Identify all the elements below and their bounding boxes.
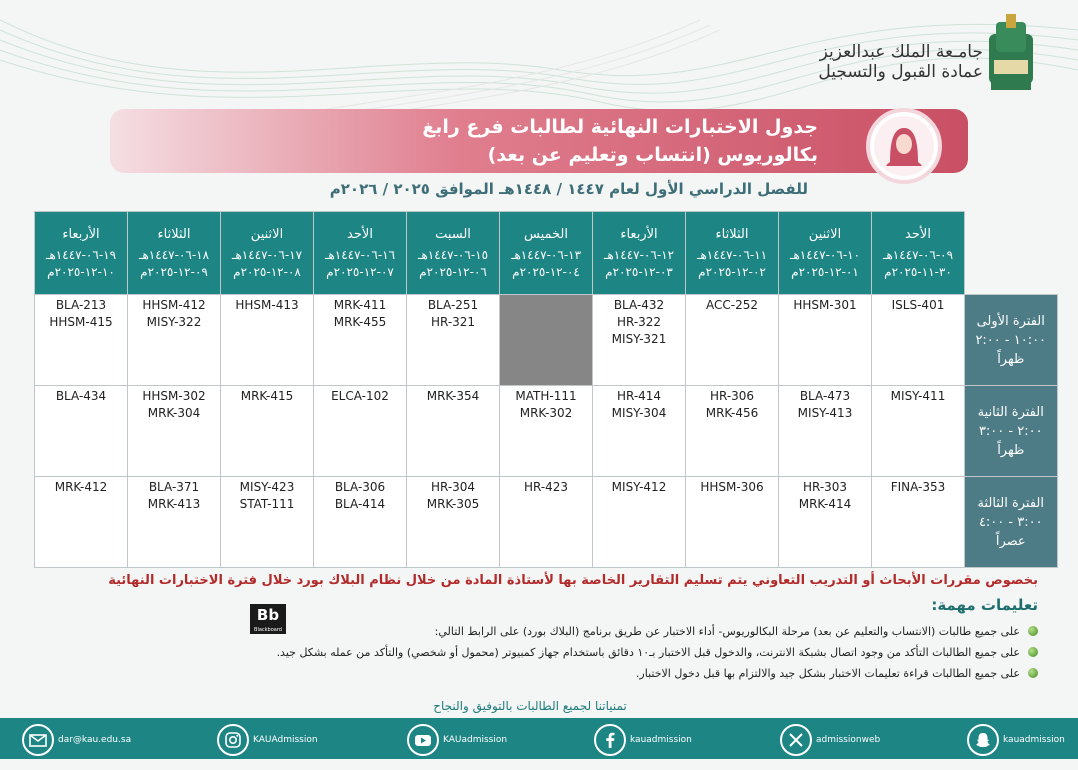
exam-cell	[872, 295, 965, 386]
period-name: الفترة الثالثة	[977, 495, 1044, 511]
course-code: MATH-111	[515, 389, 577, 403]
day-name: الاثنين	[250, 226, 284, 242]
hijri-date: ١٦-٠٦-١٤٤٧هـ	[324, 247, 396, 262]
x-icon	[780, 724, 812, 756]
day-header	[35, 212, 128, 295]
day-name: السبت	[435, 226, 471, 242]
day-name: الاثنين	[808, 226, 842, 242]
day-header	[872, 212, 965, 295]
day-header	[128, 212, 221, 295]
period-name: الفترة الثانية	[977, 404, 1044, 420]
course-code: MRK-456	[705, 406, 759, 420]
exam-cell	[35, 386, 128, 477]
gregorian-date: ٠٨-١٢-٢٠٢٥م	[233, 264, 301, 279]
period-row	[35, 477, 1058, 568]
course-code: MRK-412	[54, 480, 108, 494]
course-code: BLA-306	[334, 480, 386, 494]
course-code: BLA-473	[799, 389, 851, 403]
exam-cell	[407, 386, 500, 477]
exam-cell	[221, 477, 314, 568]
corner-cell	[965, 212, 1058, 295]
gregorian-date: ٣٠-١١-٢٠٢٥م	[884, 264, 952, 279]
snapchat-icon	[967, 724, 999, 756]
course-code: ELCA-102	[331, 389, 389, 403]
university-name	[818, 42, 983, 82]
closing-wish: تمنياتنا لجميع الطالبات بالتوفيق والنجاح	[433, 699, 627, 713]
research-note: بخصوص مقررات الأبحاث أو التدريب التعاوني يتم تسليم التقارير الخاصة بها لأستاذة المادة من خلال نظام البلاك بورد خلال فترة الاختبارات النهائية	[108, 573, 1038, 588]
day-header	[221, 212, 314, 295]
exam-cell	[686, 477, 779, 568]
email-icon	[22, 724, 54, 756]
course-code: HHSM-306	[700, 480, 764, 494]
day-header	[314, 212, 407, 295]
course-code: BLA-213	[55, 298, 107, 312]
exam-cell	[221, 386, 314, 477]
exam-cell	[593, 386, 686, 477]
course-code: MISY-304	[611, 406, 667, 420]
course-code: MRK-411	[333, 298, 387, 312]
course-code: HHSM-415	[49, 315, 113, 329]
gregorian-date: ٠١-١٢-٢٠٢٥م	[791, 264, 859, 279]
title-line-2: بكالوريوس (انتساب وتعليم عن بعد)	[487, 144, 818, 166]
course-code: HR-322	[616, 315, 662, 329]
course-code: MRK-414	[798, 497, 852, 511]
hijri-date: ١٥-٠٦-١٤٤٧هـ	[417, 247, 489, 262]
exam-cell	[593, 477, 686, 568]
hijri-date: ١١-٠٦-١٤٤٧هـ	[696, 247, 768, 262]
exam-cell	[407, 295, 500, 386]
course-code: BLA-414	[334, 497, 386, 511]
exam-cell	[779, 295, 872, 386]
exam-cell	[500, 477, 593, 568]
day-name: الخميس	[524, 226, 568, 242]
period-header	[965, 295, 1058, 386]
course-code: HHSM-302	[142, 389, 206, 403]
instructions-list	[78, 621, 1038, 684]
footer-x-link[interactable]	[780, 722, 940, 758]
exam-cell	[872, 386, 965, 477]
exam-cell	[314, 295, 407, 386]
course-code: ISLS-401	[891, 298, 945, 312]
hijri-date: ١٩-٠٦-١٤٤٧هـ	[45, 247, 117, 262]
period-time: ٣:٠٠ - ٤:٠٠	[978, 514, 1043, 530]
footer-label: KAUadmission	[443, 735, 508, 745]
course-code: MISY-423	[239, 480, 295, 494]
gregorian-date: ٠٣-١٢-٢٠٢٥م	[605, 264, 673, 279]
blackboard-logo-text: Bb	[256, 606, 280, 624]
exam-cell	[593, 295, 686, 386]
day-name: الأحد	[905, 226, 931, 242]
exam-cell	[872, 477, 965, 568]
period-time: ٢:٠٠ - ٣:٠٠	[978, 423, 1043, 439]
instruction-text: على جميع الطالبات قراءة تعليمات الاختبار بشكل جيد والالتزام بها قبل دخول الاختبار.	[635, 667, 1020, 680]
instruction-text: على جميع طالبات (الانتساب والتعليم عن بعد) مرحلة البكالوريوس- أداء الاختبار عن طريق برنامج (البلاك بورد) على الرابط التالي:	[434, 625, 1020, 638]
day-header	[407, 212, 500, 295]
footer-label: kauadmission	[630, 735, 692, 745]
university-logo-icon	[986, 14, 1036, 92]
instruction-text: على جميع الطالبات التأكد من وجود اتصال بشبكة الانترنت، والدخول قبل الاختبار بـ١٠ دقائق باستخدام جهاز كمبيوتر (محمول أو شخصي) والتأكد من عمله بشكل جيد.	[276, 646, 1020, 659]
exam-cell	[314, 386, 407, 477]
course-code: MISY-413	[797, 406, 853, 420]
footer-label: admissionweb	[816, 735, 881, 745]
course-code: MRK-354	[426, 389, 480, 403]
page-title	[258, 113, 818, 169]
course-code: MRK-455	[333, 315, 387, 329]
list-item	[78, 642, 1038, 663]
course-code: MRK-304	[147, 406, 201, 420]
exam-cell	[221, 295, 314, 386]
exam-cell	[500, 386, 593, 477]
semester-subtitle: للفصل الدراسي الأول لعام ١٤٤٧ / ١٤٤٨هـ الموافق ٢٠٢٥ / ٢٠٢٦م	[329, 180, 808, 198]
gregorian-date: ١٠-١٢-٢٠٢٥م	[47, 264, 115, 279]
course-code: HR-414	[616, 389, 662, 403]
day-header	[500, 212, 593, 295]
course-code: HR-321	[430, 315, 476, 329]
footer-instagram-link[interactable]	[217, 722, 377, 758]
course-code: MISY-321	[611, 332, 667, 346]
day-name: الثلاثاء	[157, 226, 191, 242]
course-code: HHSM-413	[235, 298, 299, 312]
footer-label: KAUAdmission	[253, 735, 318, 745]
course-code: MISY-322	[146, 315, 202, 329]
course-code: ACC-252	[706, 298, 758, 312]
course-code: MRK-305	[426, 497, 480, 511]
course-code: HR-306	[709, 389, 755, 403]
hijri-date: ١٢-٠٦-١٤٤٧هـ	[603, 247, 675, 262]
gregorian-date: ٠٤-١٢-٢٠٢٥م	[512, 264, 580, 279]
course-code: MRK-302	[519, 406, 573, 420]
facebook-icon	[594, 724, 626, 756]
hijri-date: ١٣-٠٦-١٤٤٧هـ	[510, 247, 582, 262]
course-code: HHSM-301	[793, 298, 857, 312]
exam-cell	[779, 386, 872, 477]
hijri-date: ١٧-٠٦-١٤٤٧هـ	[231, 247, 303, 262]
course-code: MISY-412	[611, 480, 667, 494]
exam-cell	[686, 295, 779, 386]
course-code: BLA-434	[55, 389, 107, 403]
course-code: HHSM-412	[142, 298, 206, 312]
hijri-date: ١٠-٠٦-١٤٤٧هـ	[789, 247, 861, 262]
day-header	[593, 212, 686, 295]
course-code: HR-303	[802, 480, 848, 494]
course-code: MRK-413	[147, 497, 201, 511]
day-name: الأربعاء	[620, 226, 658, 242]
course-code: STAT-111	[239, 497, 295, 511]
footer-youtube-link[interactable]	[407, 722, 567, 758]
period-time: ١٠:٠٠ - ٢:٠٠	[975, 332, 1047, 348]
exam-cell	[128, 386, 221, 477]
period-row	[35, 295, 1058, 386]
instructions-title: تعليمات مهمة:	[931, 596, 1038, 614]
period-header	[965, 477, 1058, 568]
course-code: BLA-432	[613, 298, 665, 312]
day-name: الأحد	[347, 226, 373, 242]
bullet-icon	[1028, 626, 1038, 636]
exam-cell	[128, 477, 221, 568]
instagram-icon	[217, 724, 249, 756]
period-header	[965, 386, 1058, 477]
period-note: عصراً	[995, 533, 1026, 549]
footer-snapchat-link[interactable]	[967, 722, 1072, 758]
course-code: MRK-415	[240, 389, 294, 403]
blackboard-label: Blackboard	[254, 627, 282, 633]
university-title: جامـعة الملك عبدالعزيز	[819, 42, 983, 62]
course-code: MISY-411	[890, 389, 946, 403]
list-item	[78, 621, 1038, 642]
course-code: HR-423	[523, 480, 569, 494]
course-code: BLA-251	[427, 298, 479, 312]
day-name: الأربعاء	[62, 226, 100, 242]
course-code: BLA-371	[148, 480, 200, 494]
day-name: الثلاثاء	[715, 226, 749, 242]
exam-cell	[686, 386, 779, 477]
bullet-icon	[1028, 668, 1038, 678]
bullet-icon	[1028, 647, 1038, 657]
period-name: الفترة الأولى	[976, 313, 1045, 329]
title-line-1: جدول الاختبارات النهائية لطالبات فرع رابغ	[422, 116, 818, 138]
course-code: FINA-353	[890, 480, 946, 494]
gregorian-date: ٠٦-١٢-٢٠٢٥م	[419, 264, 487, 279]
no-exam-cell	[500, 295, 593, 386]
female-student-icon	[870, 112, 938, 180]
exam-cell	[779, 477, 872, 568]
exam-cell	[314, 477, 407, 568]
gregorian-date: ٠٩-١٢-٢٠٢٥م	[140, 264, 208, 279]
hijri-date: ١٨-٠٦-١٤٤٧هـ	[138, 247, 210, 262]
header-row	[35, 212, 1058, 295]
exam-cell	[128, 295, 221, 386]
period-note: ظهراً	[997, 351, 1025, 367]
deanship-title: عمادة القبول والتسجيل	[818, 62, 983, 82]
footer-email-link[interactable]	[22, 722, 182, 758]
day-header	[779, 212, 872, 295]
exam-schedule-table	[34, 211, 1058, 568]
youtube-icon	[407, 724, 439, 756]
gregorian-date: ٠٢-١٢-٢٠٢٥م	[698, 264, 766, 279]
exam-cell	[407, 477, 500, 568]
footer-label: kauadmission	[1003, 735, 1065, 745]
footer-label: dar@kau.edu.sa	[58, 735, 132, 745]
gregorian-date: ٠٧-١٢-٢٠٢٥م	[326, 264, 394, 279]
period-row	[35, 386, 1058, 477]
footer-facebook-link[interactable]	[594, 722, 754, 758]
period-note: ظهراً	[997, 442, 1025, 458]
exam-cell	[35, 295, 128, 386]
list-item	[78, 663, 1038, 684]
exam-cell	[35, 477, 128, 568]
hijri-date: ٠٩-٠٦-١٤٤٧هـ	[882, 247, 954, 262]
course-code: HR-304	[430, 480, 476, 494]
day-header	[686, 212, 779, 295]
avatar	[866, 108, 942, 184]
